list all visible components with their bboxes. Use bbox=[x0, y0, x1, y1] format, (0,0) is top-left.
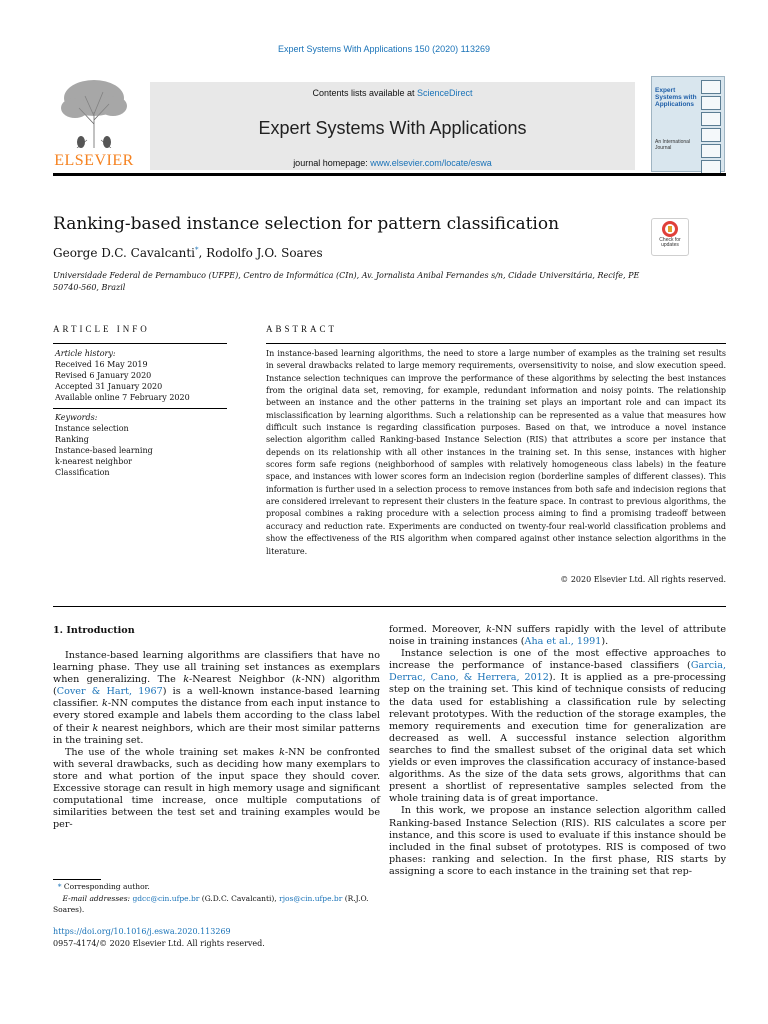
header-divider bbox=[53, 173, 726, 176]
corresponding-footnote: * Corresponding author. bbox=[57, 882, 150, 891]
cover-thumb-icon bbox=[701, 128, 721, 142]
cover-thumb-icon bbox=[701, 96, 721, 110]
crossmark-label: Check for updates bbox=[659, 237, 681, 248]
keywords-label: Keywords: bbox=[55, 413, 98, 422]
keyword-item: Instance selection bbox=[55, 424, 129, 433]
article-history bbox=[55, 348, 230, 403]
check-for-updates-button[interactable] bbox=[651, 218, 689, 256]
cover-thumbnails bbox=[701, 80, 721, 176]
footnotes bbox=[53, 881, 383, 916]
cover-subtitle: An International Journal bbox=[655, 139, 691, 151]
right-column bbox=[389, 624, 726, 878]
cover-thumb-icon bbox=[701, 144, 721, 158]
journal-title: Expert Systems With Applications bbox=[258, 118, 527, 138]
paragraph: formed. Moreover, k-NN suffers rapidly with the level of attribute noise in training instances (Aha et al., 1991). bbox=[389, 624, 726, 648]
email-link[interactable]: rjos@cin.ufpe.br bbox=[279, 893, 343, 903]
keyword-item: k-nearest neighbor bbox=[55, 457, 132, 466]
crossmark-icon bbox=[662, 221, 678, 237]
history-label: Article history: bbox=[55, 349, 116, 358]
homepage-link[interactable]: www.elsevier.com/locate/eswa bbox=[370, 158, 492, 168]
cover-thumb-icon bbox=[701, 80, 721, 94]
footnote-mark: * bbox=[57, 882, 62, 891]
abstract-text: In instance-based learning algorithms, the need to store a large number of examples as the training set results in several drawbacks related to large memory requirements, oversensitivity to noise, and slow execution speed. Instance selection techniques can improve the performance of these algorithms by selecting the best instances from the original data set, removing, for example, redundant information and noisy points. The relationship between an instance and the other patterns in the training set plays an important role and can impact its misclassification by learning algorithms. Such a relationship can be represented as a value that measures how difficult such instance is regarding classification purposes. Based on that, we introduce a novel instance selection algorithm called Ranking-based Instance Selection (RIS) that attributes a score per instance that depends on its relationship with all other instances in the training set. In this sense, instances with higher scores form safe regions (neighborhood of samples with relatively homogeneous class labels) in the feature space, and instances with lower scores form an indecision region (borderline samples of different classes). This information is further used in a selection process to remove instances from both safe and indecision regions that are considered irrelevant to represent their clusters in the feature space. In contrast to previous algorithms, the proposal combines a raking procedure with a selection process aiming to find a promising tradeoff between accuracy and reduction rate. Experiments are conducted on twenty-four real-world classification problems and show the effectiveness of the RIS algorithm when compared against other instance selection algorithms in the literature. bbox=[266, 349, 726, 556]
doi-block bbox=[53, 926, 265, 950]
article-title: Ranking-based instance selection for pattern classification bbox=[53, 214, 560, 234]
article-info-rule-2 bbox=[53, 408, 227, 409]
abstract-heading: ABSTRACT bbox=[266, 324, 338, 334]
history-item: Accepted 31 January 2020 bbox=[55, 382, 163, 391]
keyword-item: Classification bbox=[55, 468, 110, 477]
doi-link[interactable]: https://doi.org/10.1016/j.eswa.2020.113269 bbox=[53, 927, 231, 936]
journal-cover bbox=[651, 76, 725, 172]
article-info-rule bbox=[53, 343, 227, 344]
sciencedirect-link[interactable]: ScienceDirect bbox=[417, 88, 473, 98]
affiliation: Universidade Federal de Pernambuco (UFPE), Centro de Informática (CIn), Av. Jornalista Anibal Fernandes s/n, Cidade Universitária, Recife, PE 50740-560, Brazil bbox=[53, 271, 640, 292]
citation-link[interactable]: Aha et al., 1991 bbox=[524, 636, 602, 648]
abstract-rule bbox=[266, 343, 726, 344]
history-item: Revised 6 January 2020 bbox=[55, 371, 152, 380]
elsevier-logo bbox=[53, 76, 135, 172]
author-name: Rodolfo J.O. Soares bbox=[206, 246, 323, 260]
issn-line: 0957-4174/© 2020 Elsevier Ltd. All rights reserved. bbox=[53, 939, 265, 948]
keyword-item: Ranking bbox=[55, 435, 89, 444]
author-name: George D.C. Cavalcanti bbox=[53, 246, 196, 260]
body-divider bbox=[53, 606, 726, 607]
corresponding-mark[interactable]: * bbox=[195, 246, 199, 254]
section-heading-introduction: 1. Introduction bbox=[53, 625, 135, 636]
paragraph: In this work, we propose an instance selection algorithm called Ranking-based Instance Selection (RIS). RIS calculates a score per instance, and this score is used to evaluate if this instance should be included in the final subset of prototypes. RIS is composed of two phases: ranking and selection. In the first phase, RIS starts by assigning a score to each instance in the training set that rep- bbox=[389, 805, 726, 877]
running-citation[interactable]: Expert Systems With Applications 150 (2020) 113269 bbox=[278, 44, 490, 54]
author-list bbox=[53, 246, 323, 260]
journal-banner bbox=[150, 82, 635, 170]
paragraph: Instance-based learning algorithms are classifiers that have no learning phase. They use all training set instances as exemplars when generalizing. The k-Nearest Neighbor (k-NN) algorithm (Cover & Hart, 1967) is a well-known instance-based learning classifier. k-NN computes the distance from each input instance to every stored example and labels them according to the class label of their k nearest neighbors, which are their most similar patterns in the training set. bbox=[53, 650, 381, 746]
email-footnote: E-mail addresses: gdcc@cin.ufpe.br (G.D.C. Cavalcanti), rjos@cin.ufpe.br (R.J.O. Soares). bbox=[53, 893, 369, 914]
citation-link[interactable]: Cover & Hart, 1967 bbox=[56, 686, 163, 698]
elsevier-wordmark: ELSEVIER bbox=[54, 152, 134, 169]
cover-title: Expert Systems with Applications bbox=[655, 87, 697, 108]
homepage-prefix: journal homepage: bbox=[293, 158, 371, 168]
journal-header bbox=[53, 76, 726, 172]
footnote-rule bbox=[53, 879, 101, 880]
keywords bbox=[55, 412, 230, 478]
keyword-item: Instance-based learning bbox=[55, 446, 153, 455]
cover-thumb-icon bbox=[701, 112, 721, 126]
author-separator: , bbox=[198, 246, 207, 260]
article-info-heading: ARTICLE INFO bbox=[53, 324, 150, 334]
contents-line bbox=[150, 88, 635, 98]
paragraph: Instance selection is one of the most effective approaches to increase the performance of instance-based classifiers (Garcia, Derrac, Cano, & Herrera, 2012). It is applied as a pre-processing step on the training set. This kind of technique consists of reducing the data used for establishing a classification rule by selecting relevant prototypes. With the reduction of the storage examples, the memory requirements and execution time for generalization are decreased as well. A successful instance selection algorithm searches to find the smallest subset of the original data set which yields or even improves the classification accuracy of instance-based algorithms. As the size of the data sets grows, algorithms that can present a shortlist of representative samples selected from the whole training data is of great importance. bbox=[389, 648, 727, 805]
citation-link[interactable]: Garcia, Derrac, Cano, & Herrera, 2012 bbox=[389, 660, 726, 684]
left-column bbox=[53, 650, 380, 831]
paragraph: The use of the whole training set makes k-NN be confronted with several drawbacks, such as deciding how many exemplars to store and what portion of the input space they should cover. Excessive storage can result in high memory usage and significant computational time increase, once multiple computations of similarities between the test set and training examples would be per- bbox=[53, 746, 380, 831]
elsevier-tree-icon bbox=[57, 78, 131, 148]
email-link[interactable]: gdcc@cin.ufpe.br bbox=[132, 893, 200, 903]
homepage-line bbox=[150, 158, 635, 168]
abstract-copyright: © 2020 Elsevier Ltd. All rights reserved. bbox=[560, 575, 726, 584]
history-item: Received 16 May 2019 bbox=[55, 360, 148, 369]
contents-prefix: Contents lists available at bbox=[312, 88, 418, 98]
cover-thumb-icon bbox=[701, 160, 721, 174]
history-item: Available online 7 February 2020 bbox=[55, 393, 190, 402]
